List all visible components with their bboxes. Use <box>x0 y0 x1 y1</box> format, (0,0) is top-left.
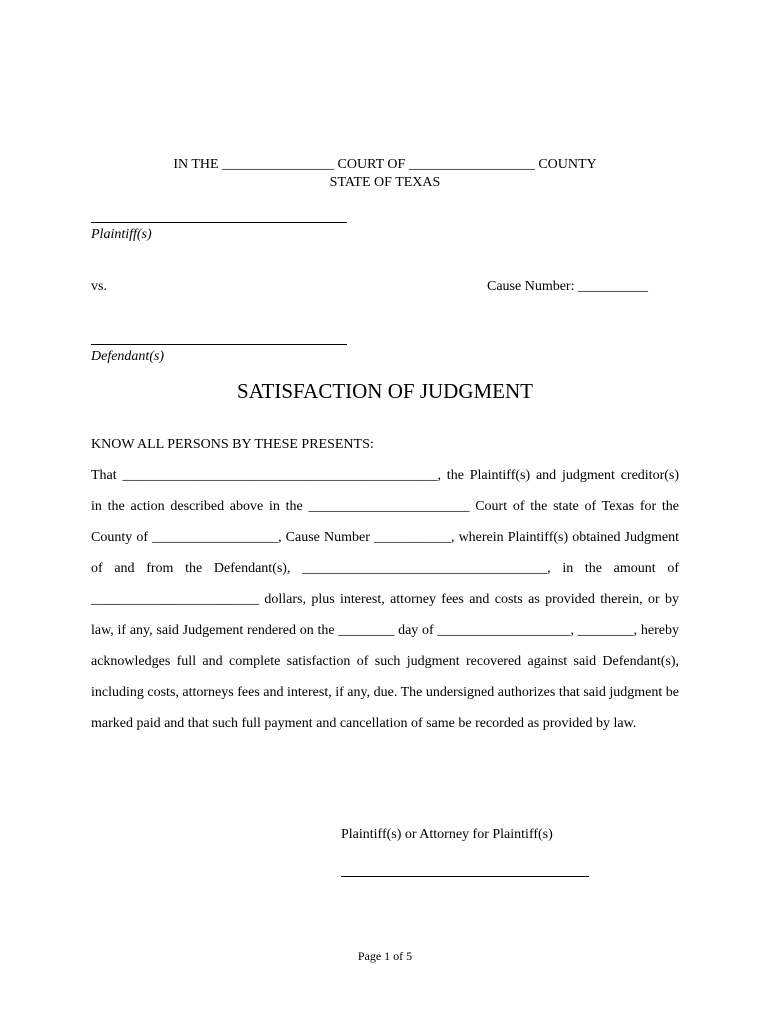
preamble: KNOW ALL PERSONS BY THESE PRESENTS: <box>91 437 374 452</box>
versus-label: vs. <box>91 279 107 294</box>
defendant-signature-line <box>91 344 347 345</box>
court-caption-line: IN THE ________________ COURT OF __________________ COUNTY <box>173 157 597 172</box>
body-paragraph-block <box>91 460 679 739</box>
defendant-label: Defendant(s) <box>91 349 165 364</box>
state-caption-line: STATE OF TEXAS <box>329 175 441 190</box>
body-paragraph: That _____________________________________________, the Plaintiff(s) and judgment creditor(s) in the action described above in the _______________________ Court of the state of Texas for the County of __________________, Cause Number ___________, wherein Plaintiff(s) obtained Judgment of and from the Defendant(s), ___________________________________, in the amount of ________________________ dollars, plus interest, attorney fees and costs as provided therein, or by law, if any, said Judgement rendered on the ________ day of ___________________, ________, hereby acknowledges full and complete satisfaction of such judgment recovered against said Defendant(s), including costs, attorneys fees and interest, if any, due. The undersigned authorizes that said judgment be marked paid and that such full payment and cancellation of same be recorded as provided by law. <box>91 468 679 731</box>
plaintiff-label: Plaintiff(s) <box>91 227 152 242</box>
signature-line <box>341 876 589 877</box>
plaintiff-signature-line <box>91 222 347 223</box>
cause-number-label: Cause Number: __________ <box>487 279 648 294</box>
page-number: Page 1 of 5 <box>357 949 413 963</box>
document-title: SATISFACTION OF JUDGMENT <box>237 379 533 403</box>
signature-caption: Plaintiff(s) or Attorney for Plaintiff(s) <box>341 827 553 842</box>
